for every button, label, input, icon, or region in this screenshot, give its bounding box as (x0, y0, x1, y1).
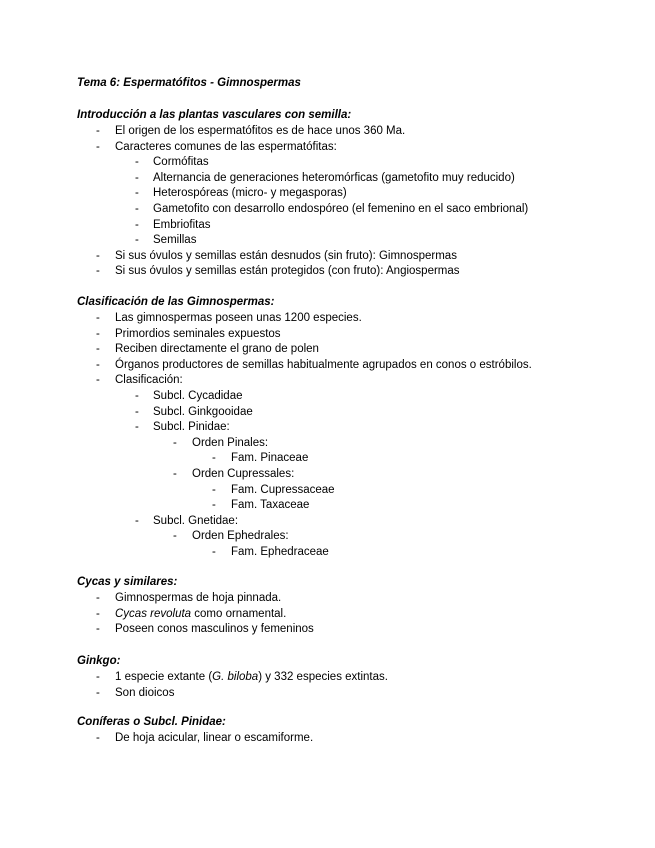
section-heading: Ginkgo: (77, 655, 121, 667)
list-item-text-main: Reciben directamente el grano de polen (115, 343, 319, 356)
list-bullet-dash: - (96, 312, 100, 324)
list-item-text-main: ) y 332 especies extintas. (258, 671, 388, 683)
list-item-text (192, 529, 289, 544)
list-item-text (231, 451, 308, 466)
list-bullet-dash: - (96, 671, 100, 683)
italic-species-name: G. biloba (212, 671, 259, 683)
list-bullet-dash: - (135, 171, 139, 184)
list-item-text-main: De hoja acicular, linear o escamiforme. (115, 732, 314, 744)
list-item-text (115, 124, 405, 139)
list-item-text-main: Fam. Taxaceae (231, 499, 310, 512)
list-item-text (153, 514, 238, 529)
list-item-text-main: Alternancia de generaciones heteromórficas (gametofito muy reducido) (153, 171, 515, 184)
list-bullet-dash: - (96, 623, 100, 636)
list-item-text (231, 498, 309, 513)
list-bullet-dash: - (173, 468, 177, 480)
list-item-text (115, 311, 362, 326)
section-heading: Cycas y similares: (77, 576, 178, 588)
list-item-text-main: Caracteres comunes de las espermatófitas: (115, 140, 337, 153)
list-item-text (115, 342, 319, 357)
list-item-text (192, 467, 294, 482)
list-item-text-main: Embriofitas (153, 218, 211, 231)
list-item-text (153, 233, 196, 248)
list-item-text (115, 140, 337, 155)
list-item-text-main: Subcl. Pinidae: (153, 421, 230, 434)
list-item-text-main: Son dioicos (115, 686, 175, 699)
list-bullet-dash: - (96, 374, 100, 387)
list-item-text-main: Clasificación: (115, 374, 183, 387)
list-item-text-main: Órganos productores de semillas habitualmente agrupados en conos o estróbilos. (115, 358, 532, 371)
list-bullet-dash: - (212, 452, 216, 465)
list-bullet-dash: - (96, 607, 100, 620)
list-bullet-dash: - (96, 732, 100, 744)
list-item-text-main: Orden Cupressales: (192, 468, 295, 480)
list-item-text-main: Semillas (153, 234, 197, 247)
list-item-text-main: Si sus óvulos y semillas están desnudos (sin fruto): Gimnospermas (115, 249, 457, 262)
list-item-text-main: El origen de los espermatófitos es de hace unos 360 Ma. (115, 125, 406, 137)
list-bullet-dash: - (96, 686, 100, 699)
list-item-text-main: Gimnospermas de hoja pinnada. (115, 592, 282, 604)
list-bullet-dash: - (173, 530, 177, 543)
list-bullet-dash: - (96, 125, 100, 137)
list-bullet-dash: - (135, 405, 139, 418)
list-item-text-main: Fam. Cupressaceae (231, 483, 335, 496)
list-item-text (231, 545, 329, 560)
list-item-text-main: Subcl. Ginkgooidae (153, 405, 253, 418)
list-item-text (115, 249, 457, 264)
list-item-text-main: Poseen conos masculinos y femeninos (115, 623, 314, 636)
list-item-text (153, 218, 211, 233)
list-item-text (115, 373, 183, 388)
list-item-text-main: Fam. Pinaceae (231, 452, 309, 465)
list-bullet-dash: - (135, 187, 139, 200)
section-heading: Introducción a las plantas vasculares con semilla: (77, 109, 352, 121)
list-bullet-dash: - (96, 358, 100, 371)
list-item-text (153, 202, 528, 217)
list-item-text-main: Subcl. Cycadidae (153, 390, 243, 402)
list-bullet-dash: - (135, 156, 139, 169)
list-item-text (153, 171, 515, 186)
list-item-text (153, 420, 230, 435)
list-item-text-main: Primordios seminales expuestos (115, 327, 281, 340)
list-item-text (115, 591, 281, 606)
list-bullet-dash: - (135, 514, 139, 527)
list-item-text-main: Fam. Ephedraceae (231, 546, 329, 558)
list-bullet-dash: - (96, 327, 100, 340)
list-item-text (115, 686, 174, 701)
list-item-text-main: Orden Pinales: (192, 436, 269, 449)
list-bullet-dash: - (135, 421, 139, 434)
list-item-text-main: Si sus óvulos y semillas están protegidos (con fruto): Angiospermas (115, 265, 460, 278)
list-item-text (115, 731, 313, 746)
list-item-text-main: Heterospóreas (micro- y megasporas) (153, 187, 347, 200)
section-heading: Coníferas o Subcl. Pinidae: (77, 716, 226, 728)
list-bullet-dash: - (135, 390, 139, 402)
list-item-text-main: Gametofito con desarrollo endospóreo (el femenino en el saco embrional) (153, 203, 529, 215)
list-bullet-dash: - (96, 249, 100, 262)
list-item-text (153, 389, 243, 404)
list-item-text-main: como ornamental. (191, 607, 287, 620)
list-bullet-dash: - (96, 592, 100, 604)
list-item-text-main: Orden Ephedrales: (192, 530, 289, 543)
list-item-text (192, 436, 268, 451)
list-bullet-dash: - (212, 483, 216, 496)
list-item-text (153, 405, 253, 420)
list-item-text (231, 483, 335, 498)
italic-species-name: Cycas revoluta (115, 607, 192, 620)
list-item-text (115, 264, 460, 279)
list-bullet-dash: - (96, 343, 100, 356)
list-bullet-dash: - (135, 218, 139, 231)
list-item-text-main: Cormófitas (153, 156, 209, 169)
list-item-text-main: Subcl. Gnetidae: (153, 514, 239, 527)
list-item-text (115, 670, 388, 685)
section-heading: Clasificación de las Gimnospermas: (77, 296, 275, 308)
list-bullet-dash: - (96, 265, 100, 278)
list-item-text (115, 327, 281, 342)
list-bullet-dash: - (212, 546, 216, 558)
list-bullet-dash: - (173, 436, 177, 449)
list-bullet-dash: - (135, 234, 139, 247)
list-item-text (115, 358, 532, 373)
list-bullet-dash: - (212, 499, 216, 512)
list-item-text-main: Las gimnospermas poseen unas 1200 especies. (115, 312, 362, 324)
document-title: Tema 6: Espermatófitos - Gimnospermas (77, 77, 301, 89)
list-bullet-dash: - (96, 140, 100, 153)
list-item-text (153, 186, 347, 201)
list-item-text-prefix: 1 especie extante ( (115, 671, 213, 683)
list-item-text (115, 622, 314, 637)
list-bullet-dash: - (135, 203, 139, 215)
list-item-text (153, 155, 209, 170)
list-item-text (115, 607, 286, 622)
